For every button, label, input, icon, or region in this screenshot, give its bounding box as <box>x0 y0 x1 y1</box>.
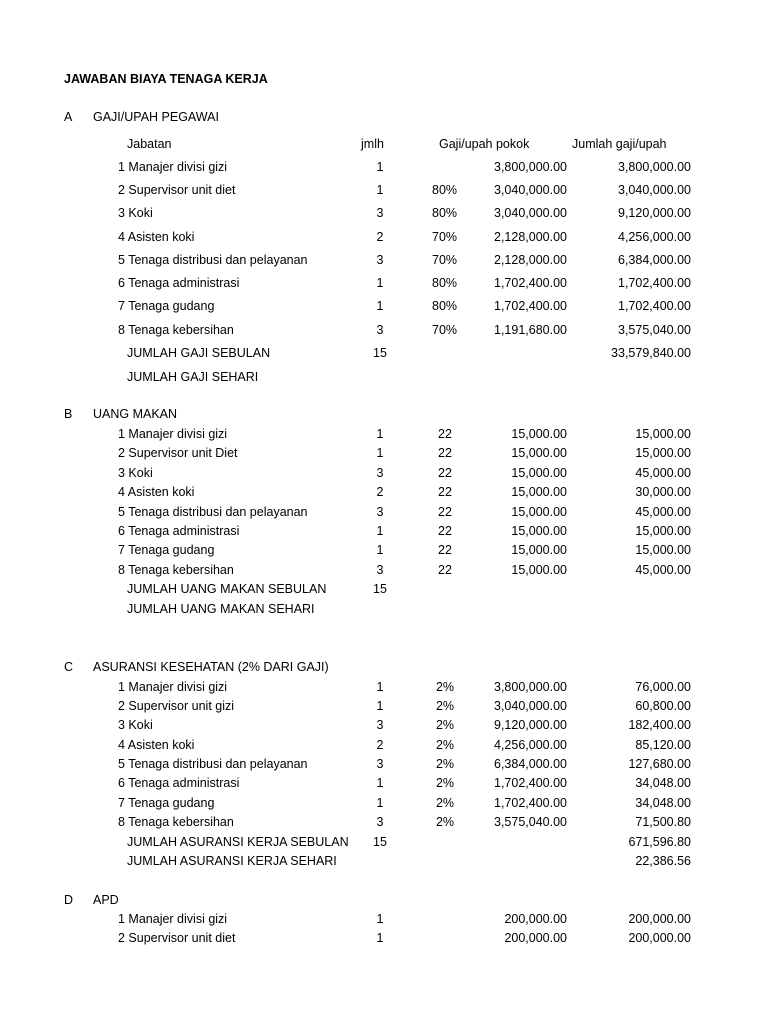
row-value: 200,000.00 <box>504 931 567 945</box>
row-count: 1 <box>376 543 384 557</box>
row-value: 15,000.00 <box>511 466 567 480</box>
row-total: 60,800.00 <box>635 699 691 713</box>
row-count: 2 <box>376 738 384 752</box>
row-value: 2,128,000.00 <box>494 230 567 244</box>
row-total: 182,400.00 <box>628 718 691 732</box>
row-value: 15,000.00 <box>511 446 567 460</box>
row-label: 5 Tenaga distribusi dan pelayanan <box>118 253 308 267</box>
row-value: 3,040,000.00 <box>494 206 567 220</box>
row-count: 1 <box>376 931 384 945</box>
row-value: 3,040,000.00 <box>494 183 567 197</box>
row-count: 1 <box>376 680 384 694</box>
row-label: 4 Asisten koki <box>118 230 195 244</box>
section-a-heading: GAJI/UPAH PEGAWAI <box>93 110 219 124</box>
row-count: 2 <box>376 485 384 499</box>
sum-monthly-count: 15 <box>373 582 387 596</box>
row-count: 1 <box>376 912 384 926</box>
row-label: 3 Koki <box>118 718 153 732</box>
row-total: 200,000.00 <box>628 931 691 945</box>
row-total: 34,048.00 <box>635 776 691 790</box>
sum-daily-label: JUMLAH UANG MAKAN SEHARI <box>127 602 315 616</box>
sum-monthly-count: 15 <box>373 835 387 849</box>
sum-daily-label: JUMLAH GAJI SEHARI <box>127 370 259 384</box>
header-gaji-pokok: Gaji/upah pokok <box>439 137 530 151</box>
row-value: 3,800,000.00 <box>494 160 567 174</box>
row-days: 22 <box>438 505 452 519</box>
row-label: 7 Tenaga gudang <box>118 299 215 313</box>
row-percent: 70% <box>432 230 458 244</box>
sum-daily-total: 22,386.56 <box>635 854 691 868</box>
row-total: 15,000.00 <box>635 524 691 538</box>
row-label: 1 Manajer divisi gizi <box>118 160 228 174</box>
row-label: 5 Tenaga distribusi dan pelayanan <box>118 757 308 771</box>
row-count: 3 <box>376 718 384 732</box>
row-total: 45,000.00 <box>635 563 691 577</box>
row-count: 2 <box>376 230 384 244</box>
sum-monthly-total: 671,596.80 <box>628 835 691 849</box>
row-label: 8 Tenaga kebersihan <box>118 323 234 337</box>
row-percent: 2% <box>435 699 455 713</box>
row-label: 8 Tenaga kebersihan <box>118 563 234 577</box>
row-value: 1,702,400.00 <box>494 796 567 810</box>
sum-monthly-count: 15 <box>373 346 387 360</box>
row-total: 85,120.00 <box>635 738 691 752</box>
row-percent: 80% <box>432 206 458 220</box>
row-total: 127,680.00 <box>628 757 691 771</box>
section-b-letter: B <box>64 407 73 421</box>
row-count: 3 <box>376 563 384 577</box>
row-count: 1 <box>376 183 384 197</box>
row-count: 1 <box>376 796 384 810</box>
row-value: 200,000.00 <box>504 912 567 926</box>
row-count: 3 <box>376 757 384 771</box>
row-percent: 2% <box>435 796 455 810</box>
header-jumlah-gaji: Jumlah gaji/upah <box>572 137 667 151</box>
row-percent: 2% <box>435 680 455 694</box>
row-total: 45,000.00 <box>635 505 691 519</box>
row-value: 1,191,680.00 <box>494 323 567 337</box>
row-total: 30,000.00 <box>635 485 691 499</box>
row-value: 4,256,000.00 <box>494 738 567 752</box>
row-label: 2 Supervisor unit diet <box>118 183 236 197</box>
row-days: 22 <box>438 466 452 480</box>
row-count: 1 <box>376 699 384 713</box>
sum-daily-label: JUMLAH ASURANSI KERJA SEHARI <box>127 854 337 868</box>
row-total: 9,120,000.00 <box>618 206 691 220</box>
row-total: 15,000.00 <box>635 427 691 441</box>
row-total: 3,040,000.00 <box>618 183 691 197</box>
row-value: 15,000.00 <box>511 563 567 577</box>
row-total: 45,000.00 <box>635 466 691 480</box>
sum-monthly-total: 33,579,840.00 <box>611 346 691 360</box>
row-count: 1 <box>376 524 384 538</box>
row-value: 9,120,000.00 <box>494 718 567 732</box>
row-percent: 2% <box>435 776 455 790</box>
row-days: 22 <box>438 543 452 557</box>
row-label: 4 Asisten koki <box>118 738 195 752</box>
row-label: 8 Tenaga kebersihan <box>118 815 234 829</box>
row-total: 34,048.00 <box>635 796 691 810</box>
row-value: 3,040,000.00 <box>494 699 567 713</box>
sum-monthly-label: JUMLAH UANG MAKAN SEBULAN <box>127 582 327 596</box>
row-percent: 70% <box>432 323 458 337</box>
row-label: 3 Koki <box>118 206 153 220</box>
row-percent: 2% <box>435 738 455 752</box>
row-days: 22 <box>438 524 452 538</box>
row-value: 15,000.00 <box>511 505 567 519</box>
row-total: 15,000.00 <box>635 543 691 557</box>
row-label: 6 Tenaga administrasi <box>118 776 240 790</box>
row-label: 6 Tenaga administrasi <box>118 524 240 538</box>
header-jmlh: jmlh <box>361 137 384 151</box>
row-count: 3 <box>376 206 384 220</box>
row-value: 6,384,000.00 <box>494 757 567 771</box>
row-total: 3,800,000.00 <box>618 160 691 174</box>
row-value: 15,000.00 <box>511 543 567 557</box>
row-percent: 2% <box>435 757 455 771</box>
section-d-heading: APD <box>93 893 119 907</box>
section-a-letter: A <box>64 110 73 124</box>
section-d-letter: D <box>64 893 74 907</box>
row-count: 1 <box>376 427 384 441</box>
row-label: 7 Tenaga gudang <box>118 796 215 810</box>
row-value: 1,702,400.00 <box>494 776 567 790</box>
row-count: 1 <box>376 776 384 790</box>
row-total: 4,256,000.00 <box>618 230 691 244</box>
row-label: 3 Koki <box>118 466 153 480</box>
row-percent: 80% <box>432 299 458 313</box>
row-count: 3 <box>376 466 384 480</box>
row-label: 6 Tenaga administrasi <box>118 276 240 290</box>
row-label: 2 Supervisor unit Diet <box>118 446 238 460</box>
sum-monthly-label: JUMLAH GAJI SEBULAN <box>127 346 271 360</box>
row-count: 3 <box>376 505 384 519</box>
row-total: 6,384,000.00 <box>618 253 691 267</box>
row-value: 1,702,400.00 <box>494 276 567 290</box>
document-title: JAWABAN BIAYA TENAGA KERJA <box>64 72 268 86</box>
section-c-letter: C <box>64 660 74 674</box>
row-days: 22 <box>438 446 452 460</box>
row-label: 7 Tenaga gudang <box>118 543 215 557</box>
row-label: 1 Manajer divisi gizi <box>118 912 228 926</box>
row-percent: 2% <box>435 815 455 829</box>
row-days: 22 <box>438 563 452 577</box>
row-count: 1 <box>376 160 384 174</box>
row-value: 15,000.00 <box>511 524 567 538</box>
row-count: 1 <box>376 299 384 313</box>
row-count: 1 <box>376 276 384 290</box>
row-count: 3 <box>376 253 384 267</box>
row-total: 3,575,040.00 <box>618 323 691 337</box>
row-days: 22 <box>438 427 452 441</box>
row-total: 15,000.00 <box>635 446 691 460</box>
row-percent: 80% <box>432 276 458 290</box>
row-percent: 70% <box>432 253 458 267</box>
row-total: 76,000.00 <box>635 680 691 694</box>
row-total: 200,000.00 <box>628 912 691 926</box>
row-count: 3 <box>376 815 384 829</box>
row-value: 3,800,000.00 <box>494 680 567 694</box>
section-b-heading: UANG MAKAN <box>93 407 178 421</box>
row-label: 2 Supervisor unit gizi <box>118 699 235 713</box>
row-value: 1,702,400.00 <box>494 299 567 313</box>
row-value: 3,575,040.00 <box>494 815 567 829</box>
row-percent: 2% <box>435 718 455 732</box>
row-count: 3 <box>376 323 384 337</box>
row-value: 15,000.00 <box>511 485 567 499</box>
row-total: 1,702,400.00 <box>618 276 691 290</box>
row-percent: 80% <box>432 183 458 197</box>
row-label: 2 Supervisor unit diet <box>118 931 236 945</box>
row-label: 1 Manajer divisi gizi <box>118 427 228 441</box>
row-count: 1 <box>376 446 384 460</box>
row-label: 5 Tenaga distribusi dan pelayanan <box>118 505 308 519</box>
sum-monthly-label: JUMLAH ASURANSI KERJA SEBULAN <box>127 835 349 849</box>
section-c-heading: ASURANSI KESEHATAN (2% DARI GAJI) <box>93 660 329 674</box>
row-total: 1,702,400.00 <box>618 299 691 313</box>
row-label: 1 Manajer divisi gizi <box>118 680 228 694</box>
row-total: 71,500.80 <box>635 815 691 829</box>
row-days: 22 <box>438 485 452 499</box>
row-value: 2,128,000.00 <box>494 253 567 267</box>
row-value: 15,000.00 <box>511 427 567 441</box>
row-label: 4 Asisten koki <box>118 485 195 499</box>
header-jabatan: Jabatan <box>127 137 172 151</box>
